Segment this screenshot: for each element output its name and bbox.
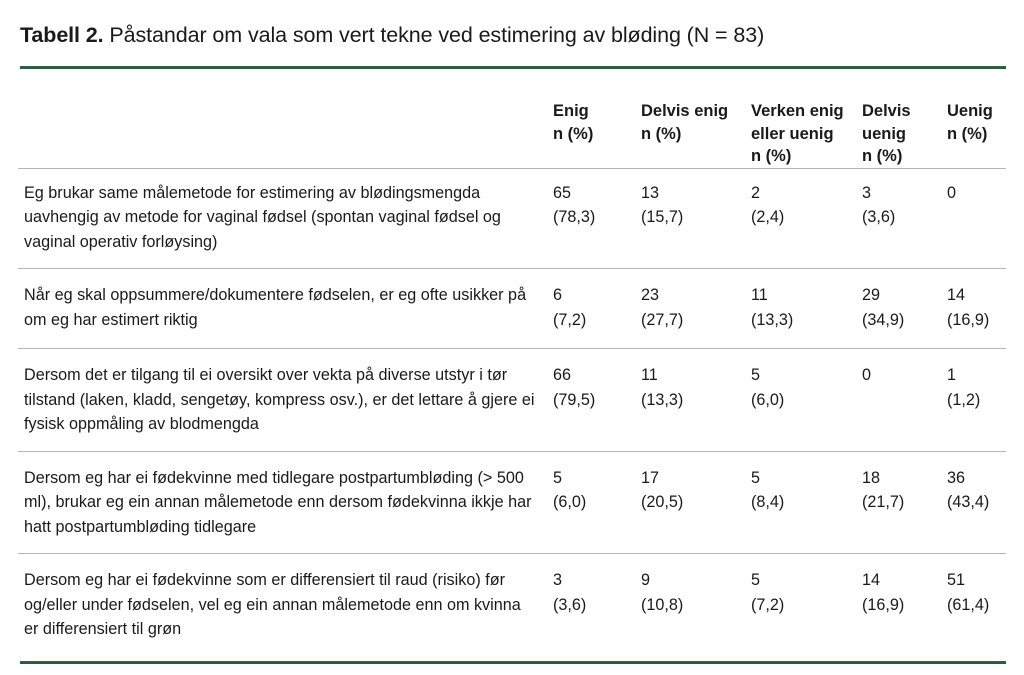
uenig-percent: (16,9) <box>947 310 990 329</box>
column-header-delvis-uenig-line2: uenig <box>862 124 906 143</box>
table-number-label: Tabell 2. <box>20 23 104 47</box>
column-header-delvis-uenig-line1: Delvis <box>862 102 911 120</box>
column-header-statement <box>18 100 553 168</box>
column-header-enig <box>553 100 641 168</box>
column-header-delvis-enig-line2: n (%) <box>641 124 682 143</box>
delvis-enig-percent: (15,7) <box>641 208 684 226</box>
uenig-percent: (61,4) <box>947 595 990 614</box>
delvis-uenig-percent: (21,7) <box>862 493 905 511</box>
column-header-verken-line2: eller uenig <box>751 124 834 143</box>
enig-cell <box>553 349 641 452</box>
uenig-cell <box>947 349 1006 452</box>
delvis-uenig-cell <box>862 168 947 269</box>
delvis-uenig-cell <box>862 269 947 349</box>
uenig-count: 14 <box>947 286 966 304</box>
delvis-enig-cell <box>641 168 751 269</box>
enig-count: 65 <box>553 183 572 202</box>
column-header-delvis-uenig-line3: n (%) <box>862 147 903 165</box>
column-header-uenig <box>947 100 1006 168</box>
enig-count: 6 <box>553 286 563 304</box>
uenig-count: 1 <box>947 366 957 384</box>
delvis-enig-cell <box>641 269 751 349</box>
verken-count: 5 <box>751 468 761 487</box>
column-header-enig-line2: n (%) <box>553 124 594 143</box>
page-title <box>20 21 764 49</box>
delvis-enig-cell <box>641 349 751 452</box>
verken-cell <box>751 168 862 269</box>
delvis-enig-count: 13 <box>641 183 660 202</box>
verken-cell <box>751 451 862 554</box>
delvis-enig-count: 11 <box>641 366 658 384</box>
verken-percent: (6,0) <box>751 390 785 409</box>
delvis-enig-count: 17 <box>641 468 660 487</box>
delvis-uenig-count: 18 <box>862 468 881 487</box>
column-header-uenig-line1: Uenig <box>947 102 993 120</box>
table-row <box>18 554 1006 656</box>
verken-cell <box>751 554 862 656</box>
delvis-enig-cell <box>641 451 751 554</box>
enig-count: 3 <box>553 571 563 589</box>
column-header-delvis-uenig <box>862 100 947 168</box>
column-header-delvis-enig <box>641 100 751 168</box>
uenig-cell <box>947 168 1006 269</box>
delvis-uenig-cell <box>862 349 947 452</box>
table-body <box>18 168 1006 656</box>
verken-cell <box>751 269 862 349</box>
delvis-enig-percent: (20,5) <box>641 493 684 511</box>
enig-percent: (78,3) <box>553 208 596 226</box>
table-caption-text: Påstandar om vala som vert tekne ved estimering av bløding (N = 83) <box>103 23 765 47</box>
delvis-uenig-percent: (3,6) <box>862 208 896 226</box>
delvis-uenig-percent: (16,9) <box>862 595 905 614</box>
uenig-percent: (43,4) <box>947 493 990 511</box>
enig-percent: (7,2) <box>553 310 587 329</box>
enig-cell <box>553 168 641 269</box>
delvis-uenig-cell <box>862 451 947 554</box>
column-header-uenig-line2: n (%) <box>947 124 988 143</box>
bottom-rule <box>20 661 1006 664</box>
table-row <box>18 451 1006 554</box>
column-header-verken-enig-eller-uenig <box>751 100 862 168</box>
statement-cell: Dersom eg har ei fødekvinne som er differensiert til raud (risiko) før og/eller under fødselen, vel eg ein annan målemetode enn om kvinna er differensiert til grøn <box>24 571 521 638</box>
column-header-delvis-enig-line1: Delvis enig <box>641 102 729 120</box>
enig-cell <box>553 451 641 554</box>
table-header <box>18 100 1006 168</box>
delvis-enig-count: 23 <box>641 286 660 304</box>
verken-percent: (7,2) <box>751 595 785 614</box>
delvis-enig-percent: (10,8) <box>641 595 684 614</box>
enig-percent: (79,5) <box>553 390 596 409</box>
statement-cell: Eg brukar same målemetode for estimering av blødingsmengda uavhengig av metode for vaginal fødsel (spontan vaginal fødsel og vaginal operativ forløysing) <box>18 168 553 269</box>
column-header-enig-line1: Enig <box>553 102 589 120</box>
table-header-row <box>18 100 1006 168</box>
verken-count: 5 <box>751 366 761 384</box>
enig-percent: (6,0) <box>553 493 587 511</box>
verken-count: 11 <box>751 286 768 304</box>
uenig-count: 51 <box>947 571 966 589</box>
delvis-uenig-count: 0 <box>862 366 872 384</box>
uenig-percent: (1,2) <box>947 390 981 409</box>
survey-results-table <box>18 100 1006 656</box>
enig-count: 5 <box>553 468 563 487</box>
column-header-verken-line3: n (%) <box>751 147 792 165</box>
delvis-uenig-count: 3 <box>862 183 872 202</box>
uenig-count: 36 <box>947 468 966 487</box>
uenig-cell <box>947 269 1006 349</box>
uenig-count: 0 <box>947 183 957 202</box>
delvis-uenig-count: 14 <box>862 571 881 589</box>
verken-percent: (8,4) <box>751 493 785 511</box>
delvis-enig-percent: (27,7) <box>641 310 684 329</box>
verken-percent: (13,3) <box>751 310 794 329</box>
delvis-uenig-count: 29 <box>862 286 881 304</box>
table-row <box>18 349 1006 452</box>
verken-percent: (2,4) <box>751 208 785 226</box>
statement-cell: Dersom det er tilgang til ei oversikt over vekta på diverse utstyr i tør tilstand (laken, kladd, sengetøy, kompress osv.), er det lettare å gjere ei fysisk oppmåling av blodmengda <box>18 349 553 452</box>
enig-count: 66 <box>553 366 572 384</box>
table-row <box>18 269 1006 349</box>
uenig-cell <box>947 554 1006 656</box>
verken-cell <box>751 349 862 452</box>
delvis-enig-percent: (13,3) <box>641 390 684 409</box>
enig-cell <box>553 269 641 349</box>
delvis-uenig-cell <box>862 554 947 656</box>
uenig-cell <box>947 451 1006 554</box>
top-rule <box>20 66 1006 69</box>
column-header-verken-line1: Verken enig <box>751 102 844 120</box>
enig-cell <box>553 554 641 656</box>
verken-count: 2 <box>751 183 761 202</box>
table-row <box>18 168 1006 269</box>
delvis-enig-cell <box>641 554 751 656</box>
statement-cell: Når eg skal oppsummere/dokumentere fødselen, er eg ofte usikker på om eg har estimert riktig <box>18 269 553 349</box>
enig-percent: (3,6) <box>553 595 587 614</box>
delvis-uenig-percent: (34,9) <box>862 310 905 329</box>
verken-count: 5 <box>751 571 761 589</box>
delvis-enig-count: 9 <box>641 571 651 589</box>
statement-cell: Dersom eg har ei fødekvinne med tidlegare postpartumbløding (> 500 ml), brukar eg ein annan målemetode enn dersom fødekvinna ikkje har hatt postpartumbløding tidlegare <box>18 451 553 554</box>
